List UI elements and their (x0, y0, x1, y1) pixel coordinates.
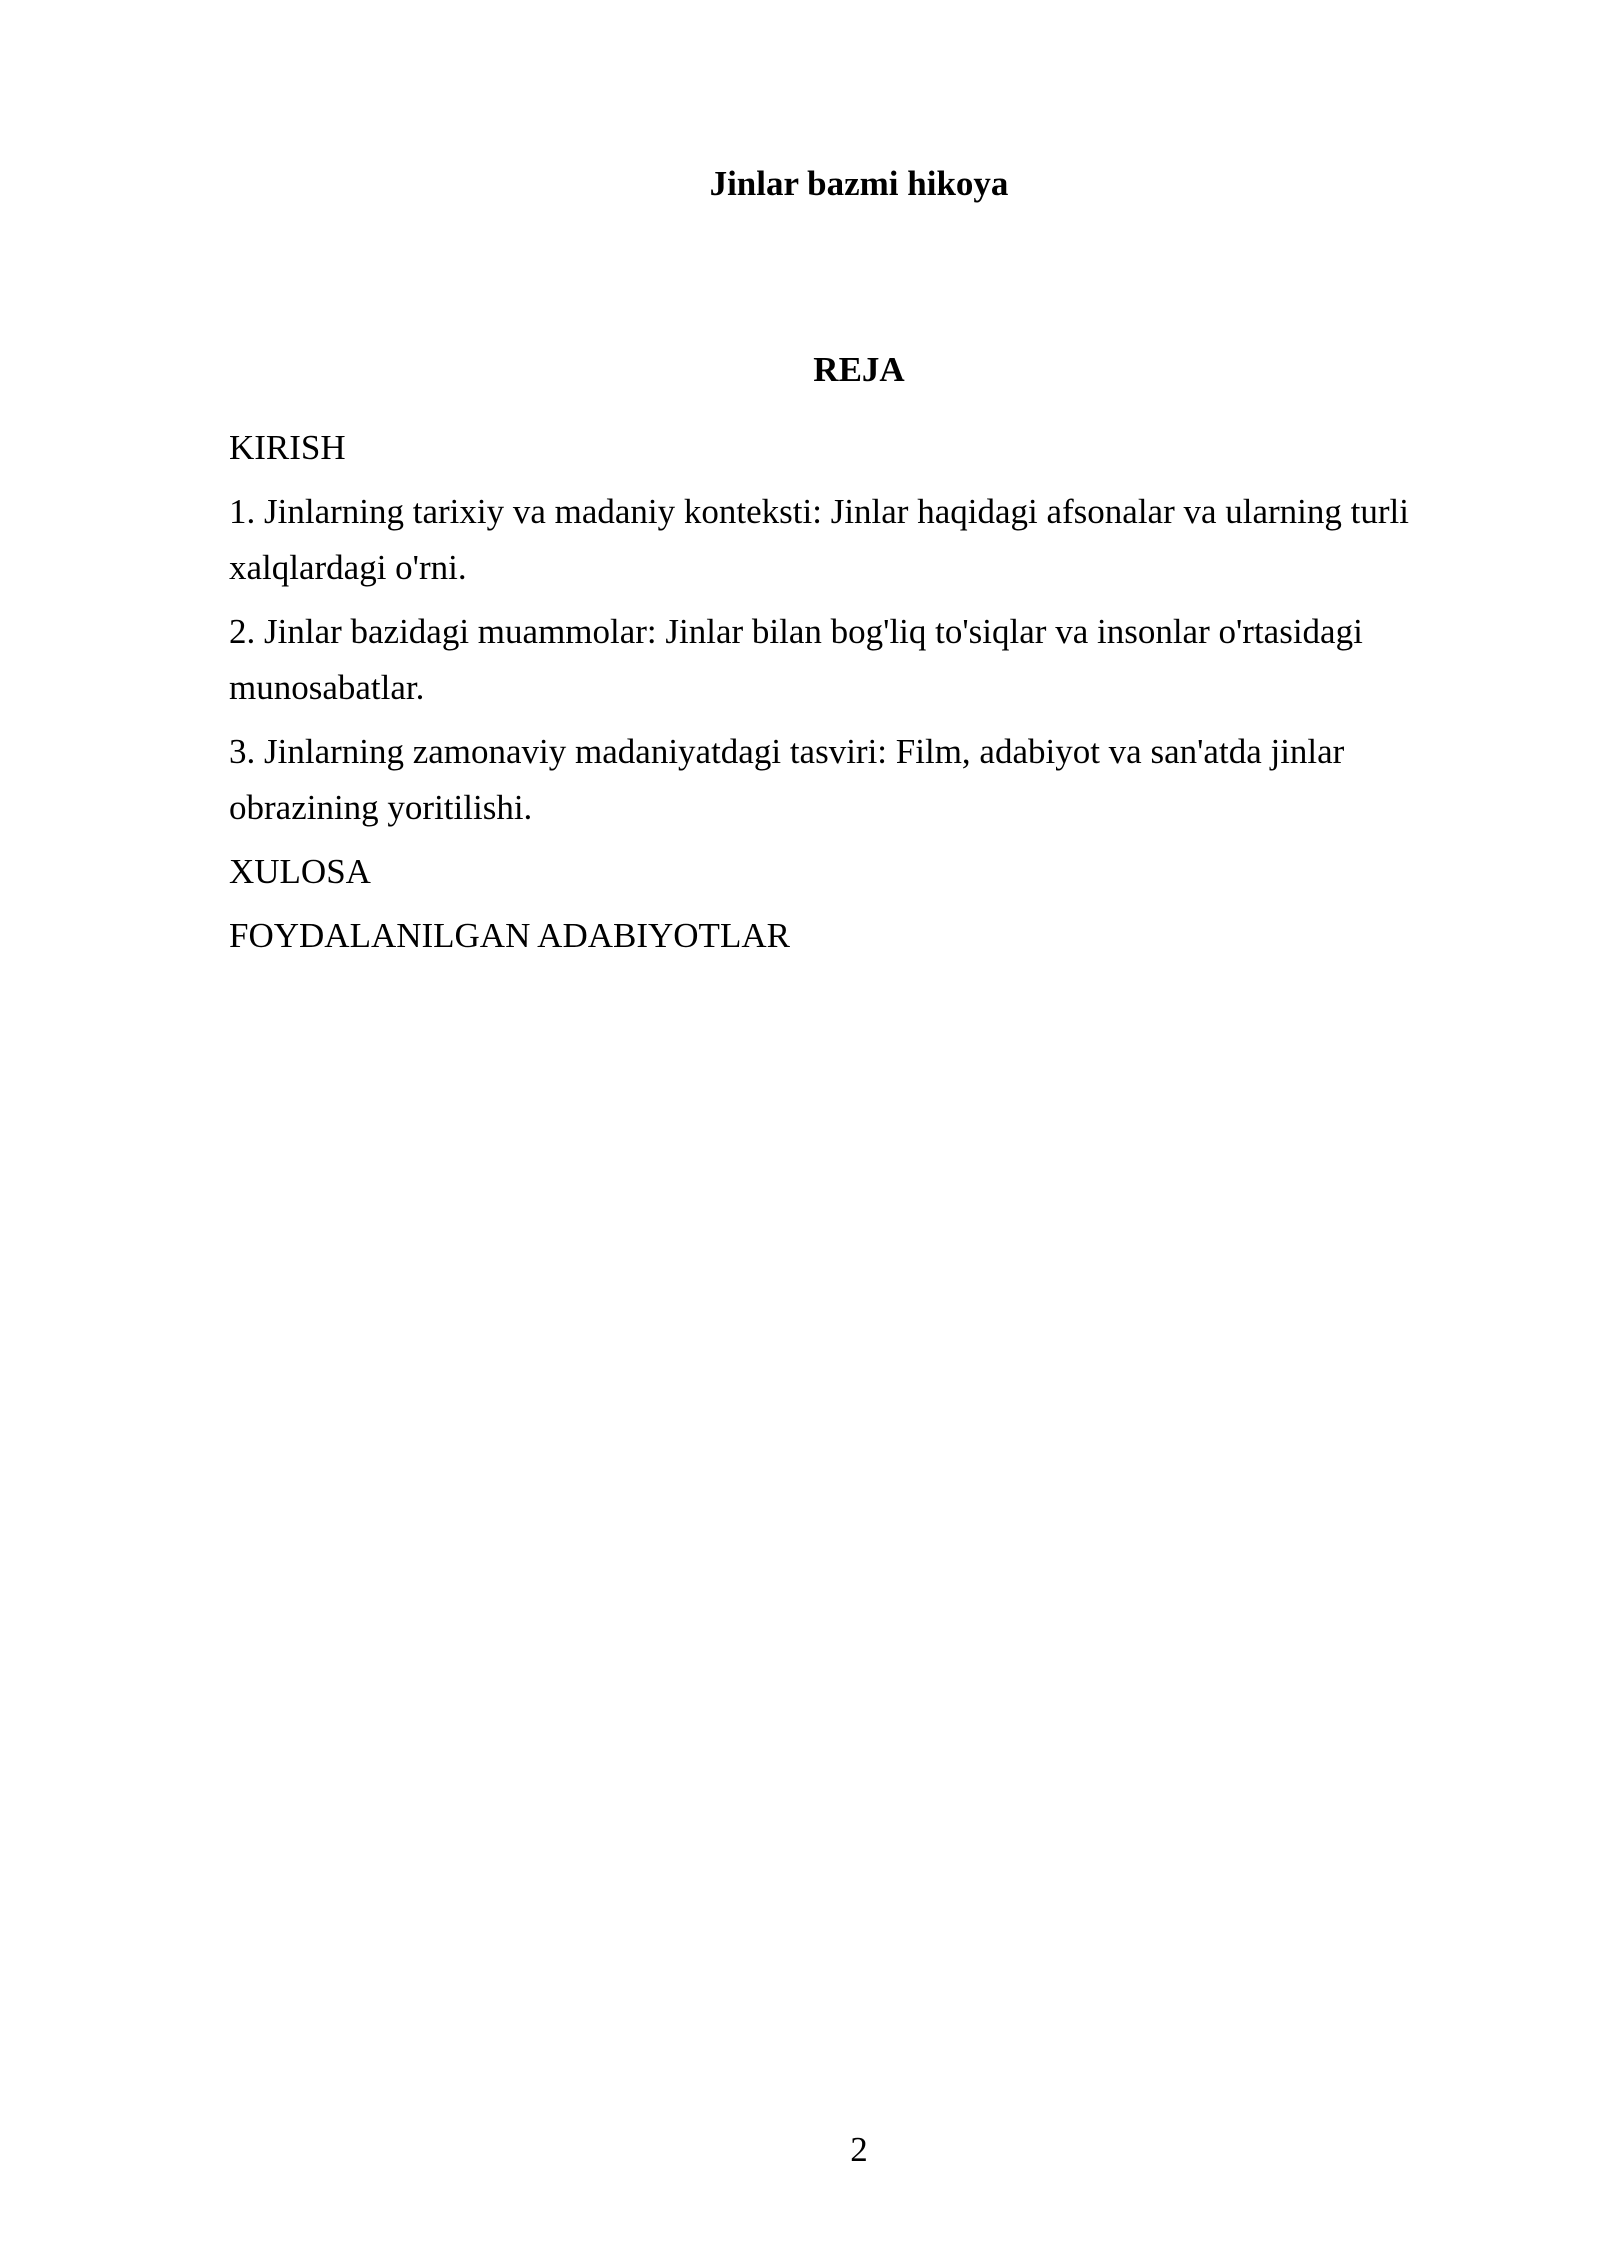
plan-item-references: FOYDALANILGAN ADABIYOTLAR (229, 916, 790, 955)
plan-list (229, 420, 1469, 972)
plan-heading: REJA (813, 350, 905, 389)
plan-item-2: 2. Jinlar bazidagi muammolar: Jinlar bilan bog'liq to'siqlar va insonlar o'rtasidagi munosabatlar. (229, 612, 1363, 707)
plan-item-1: 1. Jinlarning tarixiy va madaniy konteksti: Jinlar haqidagi afsonalar va ularning turli xalqlardagi o'rni. (229, 492, 1409, 587)
plan-item-3: 3. Jinlarning zamonaviy madaniyatdagi tasviri: Film, adabiyot va san'atda jinlar obrazining yoritilishi. (229, 732, 1345, 827)
plan-item-conclusion: XULOSA (229, 852, 371, 891)
page-number: 2 (850, 2130, 868, 2169)
document-title: Jinlar bazmi hikoya (709, 164, 1009, 203)
plan-item-introduction: KIRISH (229, 428, 346, 467)
